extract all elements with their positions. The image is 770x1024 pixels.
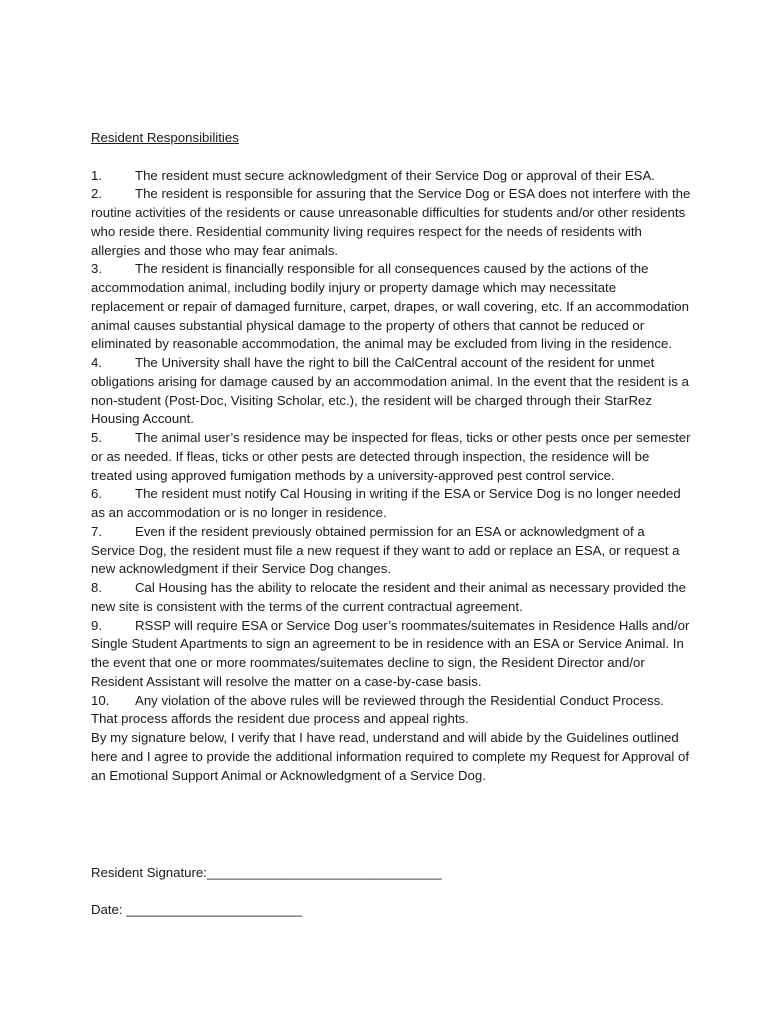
item-text: The resident must secure acknowledgment of their Service Dog or approval of their ESA.: [135, 167, 655, 183]
item-number: 7.: [91, 523, 103, 539]
document-body: [91, 129, 691, 785]
list-item: [91, 692, 691, 730]
item-text: The animal user’s residence may be inspected for fleas, ticks or other pests once per semester or as needed. If fleas, ticks or other pests are detected through inspection, the residence will be treated using approved fumigation methods by a university-approved pest control service.: [91, 430, 691, 483]
signature-field[interactable]: Resident Signature:________________________________: [91, 865, 442, 880]
item-text: Cal Housing has the ability to relocate the resident and their animal as necessary provided the new site is consistent with the terms of the current contractual agreement.: [91, 580, 686, 614]
list-item: [91, 185, 691, 260]
item-text: The resident must notify Cal Housing in writing if the ESA or Service Dog is no longer needed as an accommodation or is no longer in residence.: [91, 486, 681, 520]
item-number: 9.: [91, 617, 103, 633]
item-number: 5.: [91, 430, 103, 445]
item-number: 2.: [91, 186, 103, 202]
item-text: Any violation of the above rules will be reviewed through the Residential Conduct Process. That process affords the resident due process and appeal rights.: [91, 692, 664, 727]
item-number: 4.: [91, 355, 103, 370]
section-heading: Resident Responsibilities: [91, 130, 239, 145]
item-text: The University shall have the right to bill the CalCentral account of the resident for unmet obligations arising for damage caused by an accommodation animal. In the event that the resident is a non-student (Post-Doc, Visiting Scholar, etc.), the resident will be charged through their StarRez Housing Account.: [91, 355, 690, 427]
item-text: The resident is financially responsible for all consequences caused by the actions of the accommodation animal, including bodily injury or property damage which may necessitate replacement or repair of damaged furniture, carpet, drapes, or wall covering, etc. If an accommodation animal causes substantial physical damage to the property of others that cannot be reduced or eliminated by reasonable accommodation, the animal may be excluded from living in the residence.: [91, 261, 689, 352]
list-item: [91, 579, 691, 617]
item-number: 10.: [91, 692, 110, 708]
list-item: [91, 485, 691, 523]
responsibilities-list: [91, 167, 691, 730]
date-field[interactable]: Date: ________________________: [91, 902, 303, 917]
item-number: 1.: [91, 167, 103, 183]
list-item: [91, 617, 691, 692]
list-item: [91, 167, 691, 186]
item-number: 3.: [91, 261, 103, 277]
item-text: Even if the resident previously obtained permission for an ESA or acknowledgment of a Service Dog, the resident must file a new request if they want to add or replace an ESA, or request a new acknowledgment if their Service Dog changes.: [91, 523, 680, 577]
list-item: [91, 354, 691, 429]
item-number: 8.: [91, 580, 103, 595]
closing-statement: By my signature below, I verify that I have read, understand and will abide by the Guidelines outlined here and I agree to provide the additional information required to complete my Request for Approval of an Emotional Support Animal or Acknowledgment of a Service Dog.: [91, 730, 690, 783]
list-item: [91, 260, 691, 354]
item-text: The resident is responsible for assuring that the Service Dog or ESA does not interfere with the routine activities of the residents or cause unreasonable difficulties for students and/or other residents who reside there. Residential community living requires respect for the needs of residents with allergies and those who may fear animals.: [91, 186, 691, 258]
list-item: [91, 429, 691, 485]
item-text: RSSP will require ESA or Service Dog user’s roommates/suitemates in Residence Halls and/or Single Student Apartments to sign an agreement to be in residence with an ESA or Service Animal. In the event that one or more roommates/suitemates decline to sign, the Resident Director and/or Resident Assistant will resolve the matter on a case-by-case basis.: [91, 617, 690, 689]
item-number: 6.: [91, 486, 103, 502]
list-item: [91, 523, 691, 579]
